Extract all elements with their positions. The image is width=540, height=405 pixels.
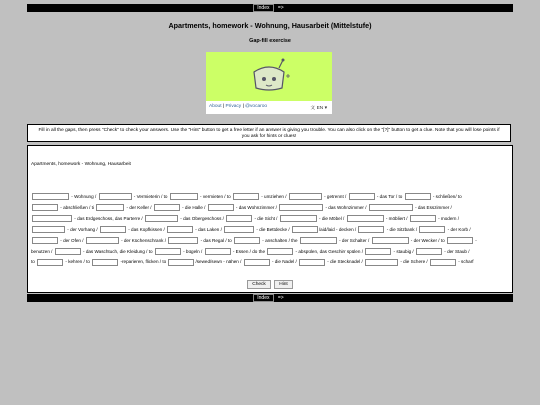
- gap-line: [31, 214, 509, 225]
- gap-line: [31, 247, 509, 258]
- gap-input[interactable]: [410, 215, 436, 222]
- gap-line: [31, 257, 509, 268]
- gap-input[interactable]: [32, 215, 72, 222]
- language-label: EN: [316, 106, 324, 111]
- gap-text: - die Nadel /: [270, 259, 299, 265]
- gap-text: - die Schere /: [399, 259, 429, 265]
- gap-text: - das Waschtuch, die Kleidung / to: [81, 248, 154, 254]
- promo-separator-2: |: [242, 104, 244, 109]
- gap-input[interactable]: [299, 259, 325, 266]
- gap-text: -reparieren, flicken / to: [119, 259, 168, 265]
- gap-input[interactable]: [86, 237, 119, 244]
- gap-text: - Essen / do the: [231, 248, 267, 254]
- gap-input[interactable]: [37, 259, 63, 266]
- gap-text: - der Ofen /: [59, 237, 85, 243]
- gap-input[interactable]: [233, 193, 259, 200]
- gap-text: - getrennt /: [322, 194, 348, 199]
- gap-text: - der Schalter /: [337, 237, 371, 243]
- gap-text: - die Halle /: [180, 204, 207, 210]
- gap-line: [31, 192, 509, 203]
- page-title: Apartments, homework - Wohnung, Hausarbeit (Mittelstufe): [168, 21, 372, 30]
- gap-text: - die Stecknadel /: [326, 259, 365, 265]
- gap-text: - der Staub /: [442, 248, 470, 254]
- gap-input[interactable]: [369, 204, 413, 211]
- gap-text: - die Möbel /: [317, 215, 346, 221]
- gap-input[interactable]: [347, 215, 384, 222]
- gap-input[interactable]: [419, 226, 445, 233]
- gap-text: - das Kopfkissen /: [126, 226, 167, 232]
- gap-input[interactable]: [289, 193, 322, 200]
- gap-input[interactable]: [358, 226, 384, 233]
- gap-text: - kehren / to: [64, 259, 92, 265]
- gap-text: - die Bettdecke /: [255, 226, 291, 232]
- gap-input[interactable]: [224, 226, 254, 233]
- index-link-bottom[interactable]: Index: [253, 294, 273, 302]
- next-link-bottom[interactable]: =>: [277, 295, 284, 301]
- gap-line: [31, 236, 509, 247]
- gap-input[interactable]: [99, 193, 132, 200]
- bottom-navbar: [27, 294, 513, 302]
- chevron-down-icon: ▾: [324, 106, 327, 111]
- gap-text: - vermieten / to: [198, 194, 232, 199]
- gap-text: - das Wohnzimmer /: [234, 204, 279, 210]
- gap-input[interactable]: [234, 237, 260, 244]
- gap-text: - umziehen /: [259, 194, 288, 199]
- gap-input[interactable]: [405, 193, 431, 200]
- gap-line: [31, 225, 509, 236]
- gap-input[interactable]: [372, 237, 409, 244]
- gap-input[interactable]: [349, 193, 375, 200]
- gap-input[interactable]: [244, 259, 270, 266]
- gap-text: - das Obergeschoss /: [178, 215, 226, 221]
- promo-footer: [206, 101, 332, 114]
- gap-input[interactable]: [100, 226, 126, 233]
- gap-text: - der Keller /: [125, 204, 153, 210]
- gap-fill-area: [31, 192, 509, 268]
- gap-text: - das Tor / to: [375, 194, 404, 199]
- gap-text: - scharf: [456, 259, 474, 265]
- gap-input[interactable]: [154, 204, 180, 211]
- promo-separator: |: [222, 104, 225, 109]
- check-button[interactable]: Check: [247, 280, 271, 289]
- gap-text: - die Sitzbank /: [385, 226, 419, 232]
- gap-text: to: [31, 259, 37, 265]
- gap-text: - der Wecker / to: [409, 237, 446, 243]
- about-link[interactable]: About: [209, 104, 222, 109]
- instructions-box: [27, 124, 511, 142]
- privacy-link[interactable]: Privacy: [225, 104, 242, 109]
- gap-input[interactable]: [32, 237, 58, 244]
- gap-text: - der Vorhang /: [66, 226, 99, 232]
- gap-input[interactable]: [32, 226, 65, 233]
- gap-input[interactable]: [96, 204, 124, 211]
- gap-text: - Vermieterin / to: [132, 194, 169, 199]
- gap-input[interactable]: [226, 215, 252, 222]
- gap-line: [31, 203, 509, 214]
- hint-button[interactable]: Hint: [274, 280, 293, 289]
- gap-text: - der Korb /: [446, 226, 471, 232]
- gap-input[interactable]: [168, 259, 194, 266]
- top-navbar: [27, 4, 513, 12]
- gap-input[interactable]: [32, 193, 69, 200]
- gap-text: -: [473, 237, 477, 243]
- gap-text: - der Küchenschrank /: [119, 237, 168, 243]
- gap-input[interactable]: [145, 215, 178, 222]
- gap-input[interactable]: [279, 204, 323, 211]
- page-subtitle: Gap-fill exercise: [249, 38, 291, 44]
- gap-input[interactable]: [416, 248, 442, 255]
- gap-input[interactable]: [168, 237, 198, 244]
- vocaroo-link[interactable]: @vocaroo: [245, 104, 268, 109]
- gap-text: - das Laken /: [194, 226, 224, 232]
- promo-banner[interactable]: [206, 52, 332, 114]
- gap-text: - abspülen, das Geschirr spülen /: [294, 248, 365, 254]
- gap-input[interactable]: [208, 204, 234, 211]
- gap-input[interactable]: [447, 237, 473, 244]
- gap-text: - staubig /: [392, 248, 415, 254]
- gap-input[interactable]: [365, 259, 398, 266]
- gap-input[interactable]: [205, 248, 231, 255]
- exercise-title: Apartments, homework - Wohnung, Hausarbeit: [31, 162, 131, 167]
- gap-input[interactable]: [292, 226, 318, 233]
- gap-text: /aid/laid - decken /: [318, 226, 358, 232]
- translate-icon: 文: [310, 106, 316, 111]
- robot-mascot-icon: [246, 58, 292, 96]
- gap-input[interactable]: [365, 248, 391, 255]
- language-selector[interactable]: [310, 104, 327, 111]
- gap-text: - modern /: [436, 215, 460, 221]
- gap-text: - das Erdgeschoss, das Parterre /: [73, 215, 144, 221]
- gap-input[interactable]: [280, 215, 317, 222]
- gap-text: benutzen /: [31, 248, 54, 254]
- gap-text: - das Esszimmer /: [413, 204, 452, 210]
- gap-text: - möbliert /: [384, 215, 409, 221]
- gap-input[interactable]: [92, 259, 118, 266]
- gap-input[interactable]: [300, 237, 337, 244]
- gap-text: - bügeln /: [181, 248, 204, 254]
- next-link[interactable]: =>: [277, 5, 284, 11]
- gap-input[interactable]: [55, 248, 81, 255]
- instructions-text: Fill in all the gaps, then press "Check" to check your answers. Use the "Hint" button to get a free letter if an answer is giving you trouble. You can also click on the "[?]" button to get a clue. Note that you will lose points if you ask for hints or clues!: [38, 128, 500, 139]
- index-link[interactable]: Index: [253, 4, 273, 12]
- gap-input[interactable]: [167, 226, 193, 233]
- exercise-panel: [27, 145, 513, 293]
- gap-input[interactable]: [170, 193, 198, 200]
- gap-text: - das Regal / to: [199, 237, 234, 243]
- gap-text: - Wohnung /: [70, 194, 98, 199]
- gap-text: - das Wohnzimmer /: [324, 204, 368, 210]
- button-row: [28, 280, 512, 289]
- gap-text: - die Sicht /: [253, 215, 279, 221]
- gap-input[interactable]: [155, 248, 181, 255]
- gap-text: - abschließen / ti: [59, 204, 96, 210]
- gap-input[interactable]: [430, 259, 456, 266]
- gap-text: - schließen/ to: [431, 194, 462, 199]
- gap-input[interactable]: [32, 204, 58, 211]
- gap-input[interactable]: [267, 248, 293, 255]
- gap-text: /sewed/sewn - nähen /: [195, 259, 243, 265]
- gap-text: - anschalten / the: [261, 237, 299, 243]
